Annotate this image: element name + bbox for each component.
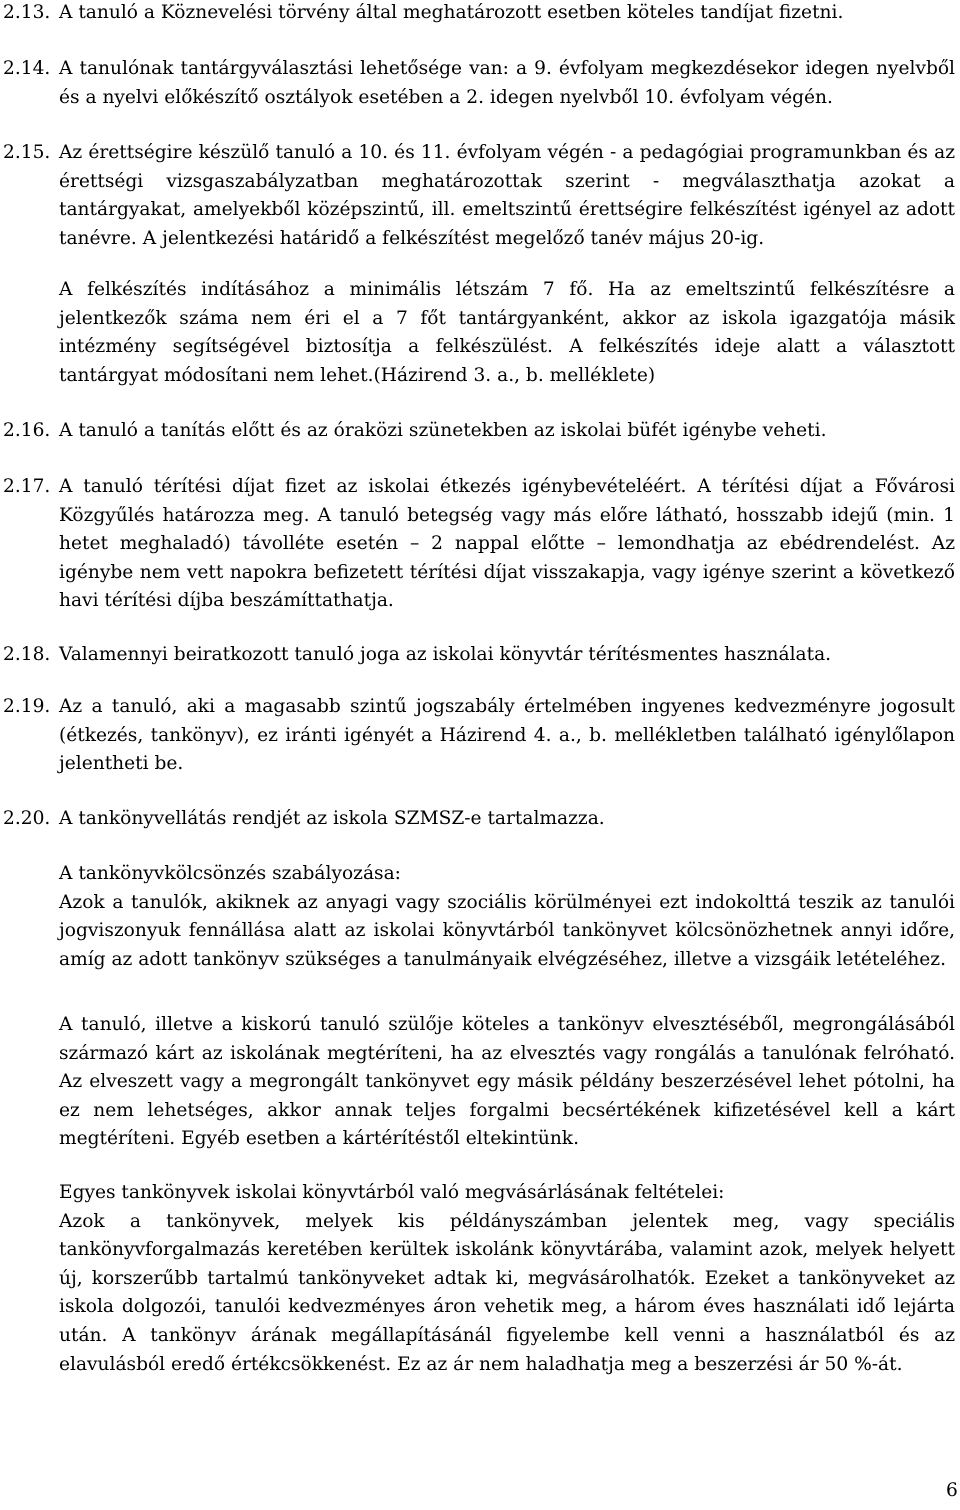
section-tankonyvkolcsonzes [59,860,955,974]
rule-text: Valamennyi beiratkozott tanuló joga az iskolai könyvtár térítésmentes használata. [59,644,832,665]
rule-2-17 [3,473,955,616]
rule-number: 2.16. [3,420,51,441]
rule-2-14 [3,55,955,112]
paragraph-felkeszites: A felkészítés indításához a minimális létszám 7 fő. Ha az emeltszintű felkészítésre a jelentkezők száma nem éri el a 7 főt tantárgyanként, akkor az iskola igazgatója másik intézmény segítségével biztosítja a felkészülést. A felkészítés ideje alatt a választott tantárgyat módosítani nem lehet.(Házirend 3. a., b. melléklete) [59,279,955,386]
page-number: 6 [946,1480,958,1501]
rule-number: 2.13. [3,2,51,23]
rule-2-20 [3,805,955,834]
rule-text: A tanuló térítési díjat fizet az iskolai étkezés igénybevételéért. A térítési díjat a Fővárosi Közgyűlés határozza meg. A tanuló betegség vagy más előre látható, hosszabb idejű (min. 1 hetet meghaladó) távolléte esetén – 2 nappal előtte – lemondhatja az ebédrendelést. Az igénybe nem vett napokra befizetett térítési díjat visszakapja, vagy igénye szerint a következő havi térítési díjba beszámíttathatja. [59,476,955,612]
section-body: Azok a tankönyvek, melyek kis példányszámban jelentek meg, vagy speciális tankönyvforgalmazás keretében kerültek iskolánk könyvtárába, valamint azok, melyek helyett új, korszerűbb tartalmú tankönyveket adtak ki, megvásárolhatók. Ezeket a tankönyveket az iskola dolgozói, tanulói kedvezményes áron vehetik meg, a három éves használati idő lejárta után. A tankönyv árának megállapításánál figyelembe kell venni a használatból és az elavulásból eredő értékcsökkenést. Ez az ár nem haladhatja meg a beszerzési ár 50 %-át. [59,1210,955,1375]
section-title: Egyes tankönyvek iskolai könyvtárból való megvásárlásának feltételei: [59,1182,725,1203]
rule-2-18 [3,641,955,670]
section-megvasarlas [59,1179,955,1379]
paragraph-karterites: A tanuló, illetve a kiskorú tanuló szülője köteles a tankönyv elvesztéséből, megrongálásából származó kárt az iskolának megtéríteni, ha az elvesztés vagy rongálás a tanulónak felróható. Az elveszett vagy a megrongált tankönyvet egy másik példány beszerzésével lehet pótolni, ha ez nem lehetséges, akkor annak teljes forgalmi becsértékének kifizetésével kell a kárt megtéríteni. Egyéb esetben a kártérítéstől eltekintünk. [59,1014,955,1150]
section-body: Azok a tanulók, akiknek az anyagi vagy szociális körülményei ezt indokolttá teszik az tanulói jogviszonyuk fennállása alatt az iskolai könyvtárból tankönyvet kölcsönözhetnek annyi időre, amíg az adott tankönyv szükséges a tanulmányaik elvégzéséhez, illetve a vizsgáik letételéhez. [59,891,955,970]
rule-2-19 [3,693,955,779]
rule-2-13 [3,0,955,28]
rule-2-15 [3,139,955,253]
rule-number: 2.19. [3,696,51,717]
rule-text: Az a tanuló, aki a magasabb szintű jogszabály értelmében ingyenes kedvezményre jogosult (étkezés, tankönyv), ez iránti igényét a Házirend 4. a., b. mellékletben található igénylőlapon jelentheti be. [59,696,955,775]
rule-number: 2.17. [3,476,51,497]
rule-number: 2.18. [3,644,51,665]
rule-2-16 [3,417,955,446]
rule-text: A tankönyvellátás rendjét az iskola SZMSZ-e tartalmazza. [59,808,605,829]
rule-text: A tanuló a tanítás előtt és az óraközi szünetekben az iskolai büfét igénybe veheti. [59,420,827,441]
rule-number: 2.20. [3,808,51,829]
rule-text: Az érettségire készülő tanuló a 10. és 11. évfolyam végén - a pedagógiai programunkban és az érettségi vizsgaszabályzatban meghatározottak szerint - megválaszthatja azokat a tantárgyakat, amelyekből középszintű, ill. emeltszintű érettségire felkészítést igényel az adott tanévre. A jelentkezési határidő a felkészítést megelőző tanév május 20-ig. [59,142,955,249]
rule-text: A tanulónak tantárgyválasztási lehetősége van: a 9. évfolyam megkezdésekor idegen nyelvből és a nyelvi előkészítő osztályok esetében a 2. idegen nyelvből 10. évfolyam végén. [59,58,955,108]
rule-text: A tanuló a Köznevelési törvény által meghatározott esetben köteles tandíjat fizetni. [59,2,844,23]
section-title: A tankönyvkölcsönzés szabályozása: [59,863,401,884]
rule-number: 2.15. [3,142,51,163]
rule-number: 2.14. [3,58,51,79]
